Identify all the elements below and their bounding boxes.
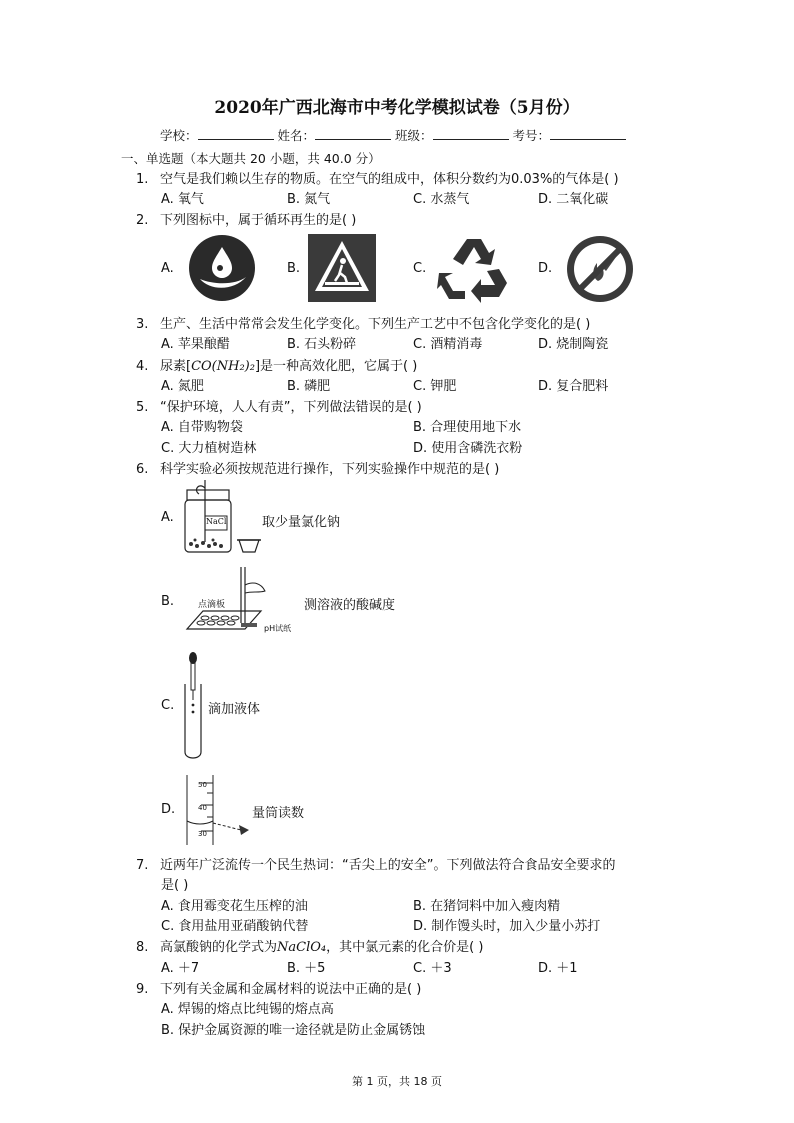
q6-option-a[interactable]: A. (161, 510, 174, 525)
question-text: ]是一种高效化肥，它属于( ) (254, 359, 418, 374)
exam-no-blank[interactable] (550, 128, 626, 140)
q1-option-a[interactable]: A. 氧气 (161, 192, 204, 207)
drop-plate-label: 点滴板 (198, 600, 226, 610)
question-text: 科学实验必须按规范进行操作，下列实验操作中规范的是( ) (160, 462, 500, 477)
question-text: 生产、生活中常常会发生化学变化。下列生产工艺中不包含化学变化的是( ) (160, 317, 591, 332)
q5-option-b[interactable]: B. 合理使用地下水 (413, 420, 522, 435)
class-blank[interactable] (433, 128, 509, 140)
question-text: 空气是我们赖以生存的物质。在空气的组成中，体积分数约为0.03%的气体是( ) (160, 172, 619, 187)
q6-option-d[interactable]: D. (161, 802, 176, 817)
q3-option-d[interactable]: D. 烧制陶瓷 (538, 337, 609, 352)
q2-option-c[interactable]: C. (413, 261, 427, 276)
name-label: 姓名： (277, 128, 316, 143)
question-9 (136, 978, 421, 997)
q7-option-d[interactable]: D. 制作馒头时，加入少量小苏打 (413, 919, 601, 934)
question-text: 下列有关金属和金属材料的说法中正确的是( ) (160, 982, 422, 997)
question-text: ，其中氯元素的化合价是( ) (326, 940, 484, 955)
question-number: 5. (136, 400, 149, 415)
q1-option-d[interactable]: D. 二氧化碳 (538, 192, 609, 207)
question-7 (136, 854, 615, 873)
q6-option-c[interactable]: C. (161, 698, 175, 713)
question-3 (136, 313, 590, 332)
name-blank[interactable] (315, 128, 391, 140)
pedestrian-crossing-icon (307, 233, 377, 303)
question-number: 7. (136, 858, 149, 873)
question-number: 4. (136, 359, 149, 374)
graduated-cylinder-illustration (183, 775, 263, 847)
q9-option-b[interactable]: B. 保护金属资源的唯一途径就是防止金属锈蚀 (161, 1023, 426, 1038)
no-fire-icon (564, 233, 636, 305)
question-number: 3. (136, 317, 149, 332)
class-label: 班级： (395, 128, 433, 143)
question-text: 尿素[ (160, 359, 192, 374)
q1-option-c[interactable]: C. 水蒸气 (413, 192, 470, 207)
question-text: 下列图标中，属于循环再生的是( ) (160, 213, 357, 228)
recycle-icon (437, 233, 511, 305)
question-8 (136, 936, 483, 955)
question-text: 近两年广泛流传一个民生热词：“舌尖上的安全”。下列做法符合食品安全要求的 (160, 858, 616, 873)
student-info-fields (160, 126, 630, 144)
urea-formula: CO(NH₂)₂ (191, 359, 255, 374)
question-number: 2. (136, 213, 149, 228)
q8-option-a[interactable]: A. ＋7 (161, 961, 200, 976)
question-2 (136, 209, 356, 228)
q7-text-continued: 是( ) (161, 878, 189, 893)
ph-paper-label: pH试纸 (264, 624, 292, 633)
scale-40: 40 (198, 804, 207, 812)
q6b-caption: 测溶液的酸碱度 (304, 598, 396, 613)
q6d-caption: 量筒读数 (252, 806, 305, 821)
section-heading: 一、单选题（本大题共 20 小题，共 40.0 分） (121, 151, 381, 166)
q9-option-a[interactable]: A. 焊锡的熔点比纯锡的熔点高 (161, 1002, 334, 1017)
page-footer: 第 1 页，共 18 页 (352, 1075, 442, 1088)
q8-option-b[interactable]: B. ＋5 (287, 961, 326, 976)
q4-option-c[interactable]: C. 钾肥 (413, 379, 457, 394)
q5-option-d[interactable]: D. 使用含磷洗衣粉 (413, 441, 523, 456)
q7-option-a[interactable]: A. 食用霉变花生压榨的油 (161, 899, 308, 914)
q8-option-d[interactable]: D. ＋1 (538, 961, 578, 976)
q8-option-c[interactable]: C. ＋3 (413, 961, 452, 976)
question-1 (136, 168, 619, 187)
q5-option-a[interactable]: A. 自带购物袋 (161, 420, 243, 435)
q6c-caption: 滴加液体 (208, 702, 261, 717)
q7-option-b[interactable]: B. 在猪饲料中加入瘦肉精 (413, 899, 561, 914)
question-5 (136, 396, 422, 415)
q2-option-d[interactable]: D. (538, 261, 553, 276)
q7-option-c[interactable]: C. 食用盐用亚硝酸钠代替 (161, 919, 309, 934)
school-blank[interactable] (198, 128, 274, 140)
q6-option-b[interactable]: B. (161, 594, 175, 609)
ph-test-illustration (183, 565, 273, 640)
q2-option-a[interactable]: A. (161, 261, 174, 276)
q4-option-b[interactable]: B. 磷肥 (287, 379, 331, 394)
q3-option-a[interactable]: A. 苹果酿醋 (161, 337, 230, 352)
exam-no-label: 考号： (512, 128, 551, 143)
q4-option-a[interactable]: A. 氮肥 (161, 379, 204, 394)
jar-label: NaCl (206, 517, 227, 526)
page-title: 2020年广西北海市中考化学模拟试卷（5月份） (214, 98, 580, 118)
school-label: 学校： (160, 128, 198, 143)
question-number: 6. (136, 462, 149, 477)
q1-option-b[interactable]: B. 氮气 (287, 192, 331, 207)
question-number: 1. (136, 172, 149, 187)
q6a-caption: 取少量氯化钠 (262, 515, 341, 530)
question-text: “保护环境，人人有责”，下列做法错误的是( ) (160, 400, 422, 415)
scale-30: 30 (198, 830, 207, 838)
q2-option-b[interactable]: B. (287, 261, 301, 276)
question-4 (136, 355, 417, 374)
question-text: 高氯酸钠的化学式为 (160, 940, 278, 955)
sodium-perchlorate-formula: NaClO₄ (277, 940, 327, 955)
water-saving-icon (186, 233, 258, 303)
q3-option-b[interactable]: B. 石头粉碎 (287, 337, 357, 352)
question-number: 8. (136, 940, 149, 955)
question-number: 9. (136, 982, 149, 997)
scale-50: 50 (198, 781, 207, 789)
q4-option-d[interactable]: D. 复合肥料 (538, 379, 609, 394)
question-6 (136, 458, 499, 477)
q5-option-c[interactable]: C. 大力植树造林 (161, 441, 257, 456)
q3-option-c[interactable]: C. 酒精消毒 (413, 337, 483, 352)
dropper-test-tube-illustration (183, 650, 209, 762)
